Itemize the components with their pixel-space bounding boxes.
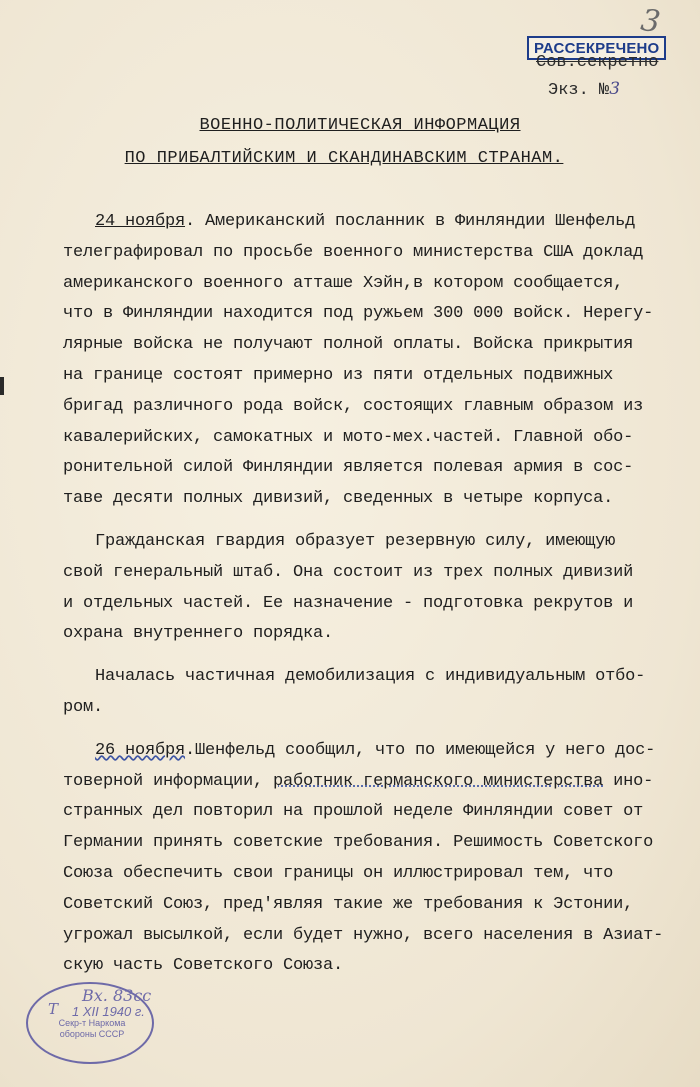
text-line: ром.: [63, 697, 104, 717]
text-line: Советский Союз, пред'являя такие же требования к Эстонии,: [63, 894, 634, 914]
text-line: свой генеральный штаб. Она состоит из трех полных дивизий: [63, 562, 634, 582]
text-segment: ино-: [603, 771, 654, 791]
text-line: ронительной силой Финляндии является полевая армия в сос-: [63, 458, 634, 478]
text-line: [63, 736, 683, 767]
paragraph-civil-guard: [63, 527, 683, 650]
paragraph-nov-26: [63, 736, 683, 982]
receipt-org-line: обороны СССР: [59, 1029, 125, 1039]
date-nov-24: 24 ноября: [95, 212, 186, 231]
paragraph-demobilization: [63, 662, 683, 724]
copy-number: [548, 79, 620, 100]
text-line: таве десяти полных дивизий, сведенных в четыре корпуса.: [63, 489, 614, 509]
text-line: бригад различного рода войск, состоящих главным образом из: [63, 396, 644, 416]
receipt-org-line: Секр-т Наркома: [58, 1018, 126, 1028]
text-line: странных дел повторил на прошлой неделе Финляндии совет от: [63, 802, 644, 822]
copy-label: Экз. №: [548, 81, 610, 100]
text-line: телеграфировал по просьбе военного министерства США доклад: [63, 242, 644, 262]
text-line: Германии принять советские требования. Решимость Советского: [63, 833, 654, 853]
text-line: на границе состоят примерно из пяти отдельных подвижных: [63, 365, 614, 385]
document-title-line-1: ВОЕННО-ПОЛИТИЧЕСКАЯ ИНФОРМАЦИЯ: [199, 116, 521, 135]
copy-number-value: 3: [609, 79, 621, 99]
declassified-stamp: РАССЕКРЕЧЕНО: [527, 36, 666, 60]
text-line: Началась частичная демобилизация с индивидуальным отбо-: [95, 667, 646, 687]
underlined-phrase: работник германского министерства: [273, 771, 604, 791]
text-line: [31, 767, 683, 798]
secrecy-label: Сов.секретно: [536, 53, 659, 72]
text-line: лярные войска не получают полной оплаты. Войска прикрытия: [63, 335, 634, 355]
text-line: кавалерийских, самокатных и мото-мех.частей. Главной обо-: [63, 427, 634, 447]
date-nov-26: 26 ноября: [95, 740, 186, 760]
receipt-stamp: [26, 982, 154, 1064]
text-line: американского военного атташе Хэйн,в котором сообщается,: [63, 273, 624, 293]
receipt-date: 1 XII 1940 г.: [72, 1004, 145, 1019]
text-segment: .Шенфельд сообщил, что по имеющейся у него дос-: [185, 740, 656, 760]
text-segment: товерной информации,: [63, 771, 274, 791]
receipt-handwritten-letter: Т: [48, 1000, 59, 1018]
text-line: угрожал высылкой, если будет нужно, всего населения в Азиат-: [63, 925, 664, 945]
text-line: охрана внутреннего порядка.: [63, 624, 334, 644]
document-title-line-2: ПО ПРИБАЛТИЙСКИМ И СКАНДИНАВСКИМ СТРАНАМ.: [124, 149, 564, 168]
receipt-org: [48, 1018, 136, 1040]
text-line: Гражданская гвардия образует резервную силу, имеющую: [95, 531, 616, 551]
receipt-handwritten-ref: Вх. 83сс: [82, 986, 152, 1005]
text-line: Союза обеспечить свои границы он иллюстрировал тем, что: [63, 863, 614, 883]
text-segment: . Американский посланник в Финляндии Шенфельд: [185, 212, 636, 231]
punch-mark: [0, 377, 4, 395]
text-line: что в Финляндии находится под ружьем 300 000 войск. Нерегу-: [63, 304, 654, 324]
paragraph-nov-24: [63, 207, 683, 515]
document-body: [63, 207, 683, 994]
page-number: 3: [638, 2, 663, 41]
text-line: и отдельных частей. Ее назначение - подготовка рекрутов и: [63, 593, 634, 613]
text-line: скую часть Советского Союза.: [63, 956, 344, 976]
text-line: [63, 207, 683, 238]
